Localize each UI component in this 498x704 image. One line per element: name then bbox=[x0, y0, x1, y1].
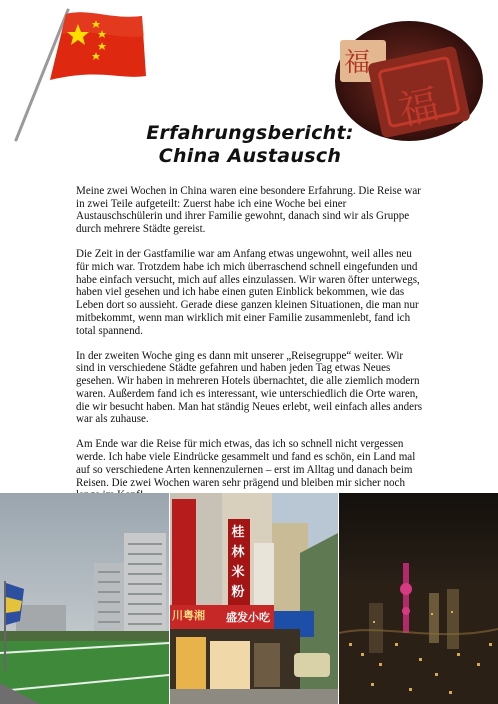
title-line-1: Erfahrungsbericht: bbox=[146, 122, 354, 144]
fu-glyph-large: 福 bbox=[394, 81, 444, 135]
photo-strip bbox=[0, 493, 498, 704]
sports-field-photo bbox=[0, 493, 169, 704]
paragraph: Die Zeit in der Gastfamilie war am Anfang etwas ungewohnt, weil alles neu für mich war. Trotzdem habe ich mich überraschend schnell eingefunden und habe einfach versucht, mich auf alles einzulassen. Wir waren öfter unterwegs, haben viel gesehen und ich habe einen guten Einblick bekommen, wie das Leben dort so aussieht. Gerade diese ganzen kleinen Situationen, die man nur mitbekommt, wenn man wirklich mit einer Familie zusammenlebt, fand ich total spannend. bbox=[76, 248, 420, 337]
fu-glyph-small: 福 bbox=[344, 48, 371, 78]
street-shops-photo bbox=[170, 493, 338, 704]
vertical-sign-char: 桂 bbox=[231, 525, 245, 540]
vertical-sign-char: 粉 bbox=[231, 585, 245, 600]
shop-sign-text: 川粤湘 bbox=[172, 609, 205, 622]
vertical-sign-char: 米 bbox=[231, 565, 245, 580]
paragraph: Meine zwei Wochen in China waren eine besondere Erfahrung. Die Reise war in zwei Teile aufgeteilt: Zuerst habe ich eine Woche bei einer Austauschschülerin und ihrer Familie gewohnt, danach sind wir als Gruppe durch mehrere Städte gereist. bbox=[76, 185, 421, 236]
vertical-sign-char: 林 bbox=[231, 545, 245, 560]
title-line-2: China Austausch bbox=[158, 145, 342, 167]
vertical-sign bbox=[230, 523, 246, 603]
shop-sign-text-2: 盛发小吃 bbox=[226, 611, 270, 624]
night-skyline-photo bbox=[339, 493, 498, 704]
paragraph: In der zweiten Woche ging es dann mit unserer „Reisegruppe“ weiter. Wir sind in verschiedene Städte gefahren und haben jeden Tag etwas Neues gesehen. Wir haben in mehreren Hotels übernachtet, die alle ziemlich modern waren. Außerdem fand ich es interessant, wie unterschiedlich die Orte waren, die wir besucht haben. Man hat ständig Neues erlebt, weil einfach alles anders war als zuhause. bbox=[76, 349, 423, 426]
report-body bbox=[76, 185, 422, 514]
page-title bbox=[100, 122, 400, 168]
paragraph: Am Ende war die Reise für mich etwas, das ich so schnell nicht vergessen werde. Ich habe viele Eindrücke gesammelt und fand es schön, ein Land mal auf so verschiedene Arten kennenzulernen – erst im Alltag und danach beim Reisen. Die zwei Wochen waren sehr prägend und bleiben mir sicher noch bbox=[76, 438, 416, 489]
